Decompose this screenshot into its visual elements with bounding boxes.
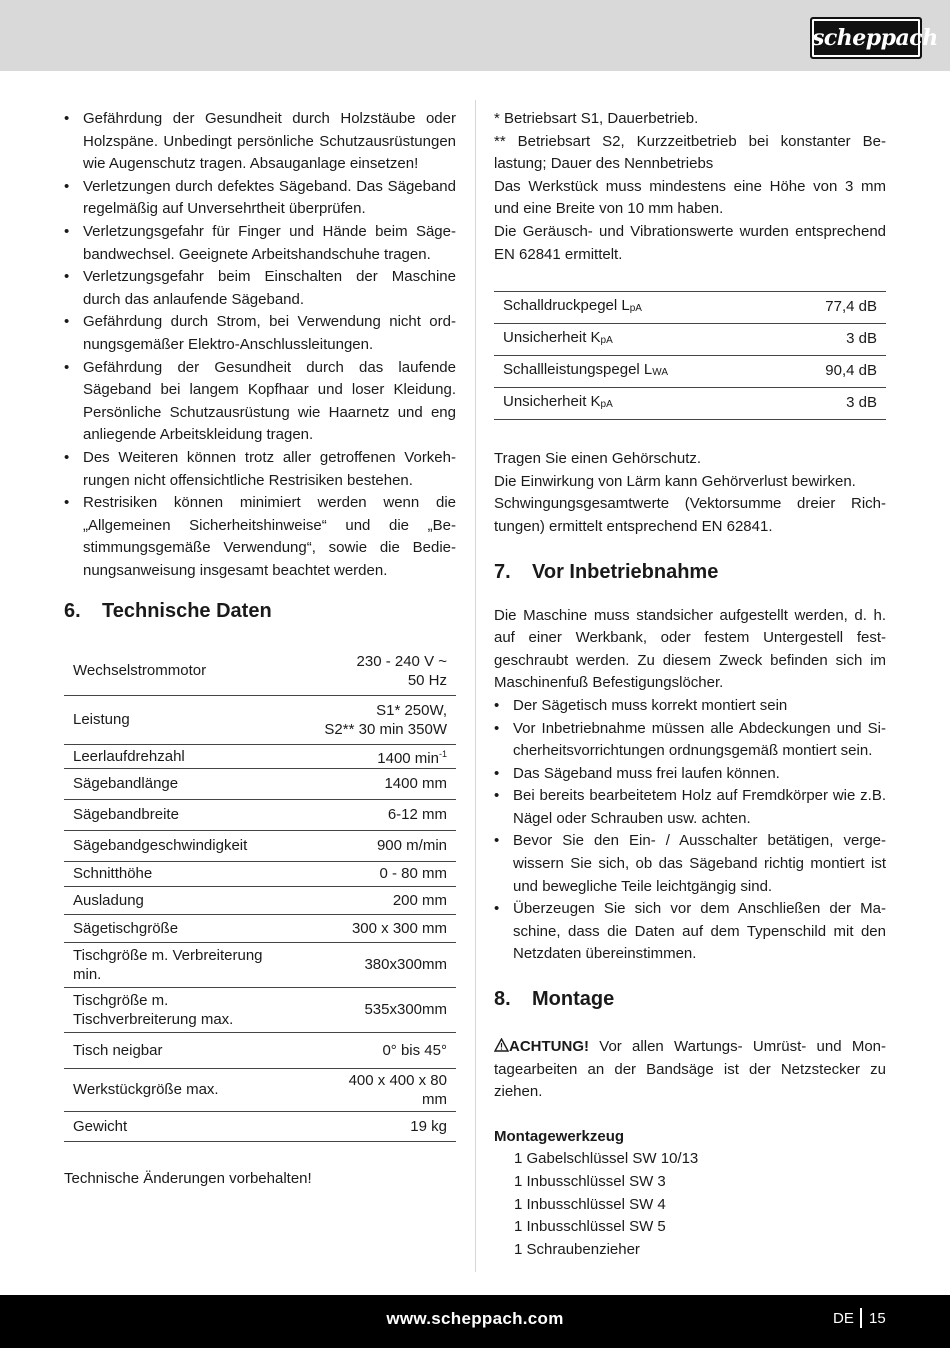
- sound-label: [494, 356, 778, 388]
- vibration-note: Schwingungsgesamtwerte (Vektorsumme dreier Richtungen) ermittelt entsprechend EN 62841.: [494, 495, 886, 535]
- section-6-heading: [64, 598, 456, 624]
- left-column: [64, 108, 456, 1191]
- right-column: [494, 108, 886, 1261]
- tools-list: [514, 1148, 886, 1261]
- scheppach-logo: scheppach: [810, 17, 922, 59]
- footer-separator: [860, 1308, 862, 1328]
- sound-row: [494, 324, 886, 356]
- spec-value: [298, 942, 456, 987]
- checklist-item: • Bevor Sie den Ein- / Ausschalter betätigen, vergewissern Sie sich, ob das Sägeband richtig montiert ist und bewegliche Teile leichtgängig sind.: [494, 830, 886, 898]
- spec-value-text: 380x300mm: [364, 956, 447, 974]
- warning-triangle-icon: [494, 1038, 509, 1052]
- spec-label: Sägebandbreite: [64, 799, 298, 830]
- website-url: www.scheppach.com: [386, 1309, 564, 1328]
- spec-label: Werkstückgröße max.: [64, 1068, 298, 1111]
- spec-label: Leistung: [64, 695, 298, 744]
- spec-label: Sägetischgröße: [64, 914, 298, 942]
- sound-value: 77,4 dB: [778, 292, 886, 324]
- header-bar: [0, 0, 950, 71]
- language-code: DE: [833, 1310, 854, 1327]
- column-divider: [475, 100, 476, 1272]
- section-8-heading: [494, 986, 886, 1012]
- checklist-item: • Das Sägeband muss frei laufen können.: [494, 763, 886, 786]
- checklist-item: • Vor Inbetriebnahme müssen alle Abdeckungen und Sicherheitsvorrichtungen ordnungsgemäß montiert sein.: [494, 718, 886, 763]
- spec-row: [64, 987, 456, 1032]
- sound-label: [494, 324, 778, 356]
- section-number: 7.: [494, 560, 511, 583]
- section-7-heading: [494, 559, 886, 585]
- spec-value-text: 200 mm: [392, 891, 447, 909]
- hazard-item: • Verletzungsgefahr beim Einschalten der Maschine durch das anlaufende Sägeband.: [64, 266, 456, 311]
- spec-value-text: 230 - 240 V ~ 50 Hz: [356, 652, 447, 689]
- sound-label-text: Schallleistungspegel L: [503, 360, 653, 378]
- spec-row: [64, 768, 456, 799]
- spec-value-superscript: -1: [438, 748, 447, 759]
- spec-value-text: 535x300mm: [364, 1001, 447, 1019]
- spec-value-text: 900 m/min: [376, 837, 447, 855]
- spec-value-text: S1* 250W, S2** 30 min 350W: [324, 701, 447, 738]
- noise-values-note: Die Geräusch- und Vibrationswerte wurden entsprechend EN 62841 ermittelt.: [494, 222, 886, 263]
- spec-label: Sägebandlänge: [64, 768, 298, 799]
- spec-row: [64, 1111, 456, 1141]
- section-title: Technische Daten: [102, 600, 272, 623]
- spec-value: [298, 744, 456, 768]
- sound-value: 90,4 dB: [778, 356, 886, 388]
- spec-row: [64, 942, 456, 987]
- spec-value: [298, 830, 456, 861]
- tool-item: 1 Inbusschlüssel SW 3: [514, 1173, 666, 1190]
- hearing-protection-note: Tragen Sie einen Gehörschutz.: [494, 450, 702, 468]
- sound-label: [494, 292, 778, 324]
- spec-label: Wechselstrommotor: [64, 646, 298, 695]
- sound-row: [494, 292, 886, 324]
- spec-label: Gewicht: [64, 1111, 298, 1141]
- spec-row: [64, 861, 456, 886]
- sound-label-subscript: WA: [652, 366, 669, 378]
- spec-row: [64, 1032, 456, 1068]
- checklist-item: • Der Sägetisch muss korrekt montiert sein: [494, 695, 886, 718]
- spec-label: Ausladung: [64, 886, 298, 914]
- sound-label-subscript: pA: [600, 398, 613, 410]
- spec-label: Tisch neigbar: [64, 1032, 298, 1068]
- checklist-item: • Bei bereits bearbeitetem Holz auf Fremdkörper wie z.B. Nägel oder Schrauben usw. achten.: [494, 785, 886, 830]
- section-number: 6.: [64, 600, 81, 623]
- spec-label: Tischgröße m. Tischverbreiterung max.: [64, 987, 298, 1032]
- hazard-item: • Restrisiken können minimiert werden wenn die „Allgemeinen Sicherheitshinweise“ und die „Bestimmungsgemäße Verwendung“, sowie die Bedienungsanweisung insgesamt beachtet werden.: [64, 492, 456, 582]
- tool-item: 1 Inbusschlüssel SW 5: [514, 1218, 666, 1236]
- footer-bar: [0, 1295, 950, 1348]
- sound-label-text: Unsicherheit K: [503, 328, 601, 346]
- hazard-item: • Verletzungsgefahr für Finger und Hände beim Sägebandwechsel. Geeignete Arbeitshandschuhe tragen.: [64, 221, 456, 266]
- spec-value-text: 6-12 mm: [387, 806, 447, 824]
- technical-data-table: [64, 646, 456, 1142]
- setup-intro: Die Maschine muss standsicher aufgestellt werden, d. h. auf einer Werkbank, oder festem Untergestell festgeschraubt werden. Zu diesem Zweck befinden sich im Maschinenfuß Befestigungslöcher.: [494, 606, 886, 692]
- spec-value: [298, 768, 456, 799]
- hazard-item: • Verletzungen durch defektes Sägeband. Das Sägeband regelmäßig auf Unversehrtheit überprüfen.: [64, 176, 456, 221]
- technical-changes-note: Technische Änderungen vorbehalten!: [64, 1169, 312, 1187]
- spec-row: [64, 886, 456, 914]
- spec-value: [298, 914, 456, 942]
- setup-checklist: [494, 695, 886, 966]
- spec-label: Schnitthöhe: [64, 861, 298, 886]
- spec-row: [64, 744, 456, 768]
- spec-row: [64, 914, 456, 942]
- spec-value: [298, 987, 456, 1032]
- spec-value-text: 300 x 300 mm: [351, 919, 447, 937]
- spec-value-text: 19 kg: [410, 1117, 447, 1135]
- sound-label: [494, 388, 778, 420]
- tool-item: 1 Gabelschlüssel SW 10/13: [514, 1150, 699, 1168]
- spec-value-text: 1400 mm: [384, 775, 447, 793]
- sound-label-text: Schalldruckpegel L: [503, 296, 630, 314]
- spec-value: [298, 861, 456, 886]
- section-title: Montage: [532, 988, 615, 1011]
- spec-value-text: 400 x 400 x 80 mm: [348, 1071, 447, 1108]
- hazard-item: • Des Weiteren können trotz aller getroffenen Vorkehrungen nicht offensichtliche Restrisiken bestehen.: [64, 447, 456, 492]
- workpiece-note: Das Werkstück muss mindestens eine Höhe von 3 mm und eine Breite von 10 mm haben.: [494, 177, 886, 218]
- section-number: 8.: [494, 988, 511, 1011]
- tool-item: 1 Inbusschlüssel SW 4: [514, 1195, 666, 1213]
- sound-values-table: [494, 291, 886, 420]
- spec-value: [298, 1068, 456, 1111]
- spec-value-text: 1400 min: [377, 749, 439, 767]
- spec-row: [64, 695, 456, 744]
- hazard-list: [64, 108, 456, 582]
- spec-value: [298, 695, 456, 744]
- spec-value: [298, 646, 456, 695]
- footnote-s1: * Betriebsart S1, Dauerbetrieb.: [494, 110, 699, 127]
- spec-row: [64, 830, 456, 861]
- sound-label-subscript: pA: [629, 302, 642, 314]
- spec-label: Sägebandgeschwindigkeit: [64, 830, 298, 861]
- sound-label-subscript: pA: [600, 334, 613, 346]
- warning-label: ACHTUNG!: [509, 1038, 589, 1056]
- section-title: Vor Inbetriebnahme: [532, 560, 719, 583]
- sound-label-text: Unsicherheit K: [503, 392, 601, 410]
- spec-row: [64, 799, 456, 830]
- warning-paragraph: [494, 1036, 886, 1104]
- spec-row: [64, 1068, 456, 1111]
- tools-heading: Montagewerkzeug: [494, 1127, 625, 1145]
- hazard-item: • Gefährdung durch Strom, bei Verwendung nicht ordnungsgemäßer Elektro-Anschlussleitungen.: [64, 311, 456, 356]
- spec-value: [298, 1032, 456, 1068]
- noise-warning: Die Einwirkung von Lärm kann Gehörverlust bewirken.: [494, 472, 856, 490]
- spec-row: [64, 646, 456, 695]
- sound-value: 3 dB: [778, 388, 886, 420]
- spec-label: Tischgröße m. Verbreiterung min.: [64, 942, 298, 987]
- footnote-s2: ** Betriebsart S2, Kurzzeitbetrieb bei konstanter Belastung; Dauer des Nennbetriebs: [494, 132, 886, 173]
- spec-value-text: 0 - 80 mm: [379, 865, 447, 883]
- hazard-item: • Gefährdung der Gesundheit durch das laufende Sägeband bei langem Kopfhaar und loser Kleidung. Persönliche Schutzausrüstung wie Haarnetz und eng anliegende Arbeitskleidung tragen.: [64, 357, 456, 447]
- checklist-item: • Überzeugen Sie sich vor dem Anschließen der Maschine, dass die Daten auf dem Typenschild mit den Netzdaten übereinstimmen.: [494, 898, 886, 966]
- tool-item: 1 Schraubenzieher: [514, 1240, 640, 1258]
- page-number: 15: [869, 1310, 886, 1327]
- spec-label: Leerlaufdrehzahl: [64, 744, 298, 768]
- sound-value: 3 dB: [778, 324, 886, 356]
- spec-value-text: 0° bis 45°: [382, 1041, 447, 1059]
- warning-text: Vor allen Wartungs- Umrüst- und Montagearbeiten an der Bandsäge ist der Netzstecker zu ziehen.: [494, 1038, 886, 1101]
- spec-value: [298, 886, 456, 914]
- sound-row: [494, 356, 886, 388]
- spec-value: [298, 799, 456, 830]
- hazard-item: • Gefährdung der Gesundheit durch Holzstäube oder Holzspäne. Unbedingt persönliche Schutzausrüstungen wie Augenschutz tragen. Absauganlage einsetzen!: [64, 108, 456, 176]
- sound-row: [494, 388, 886, 420]
- spec-value: [298, 1111, 456, 1141]
